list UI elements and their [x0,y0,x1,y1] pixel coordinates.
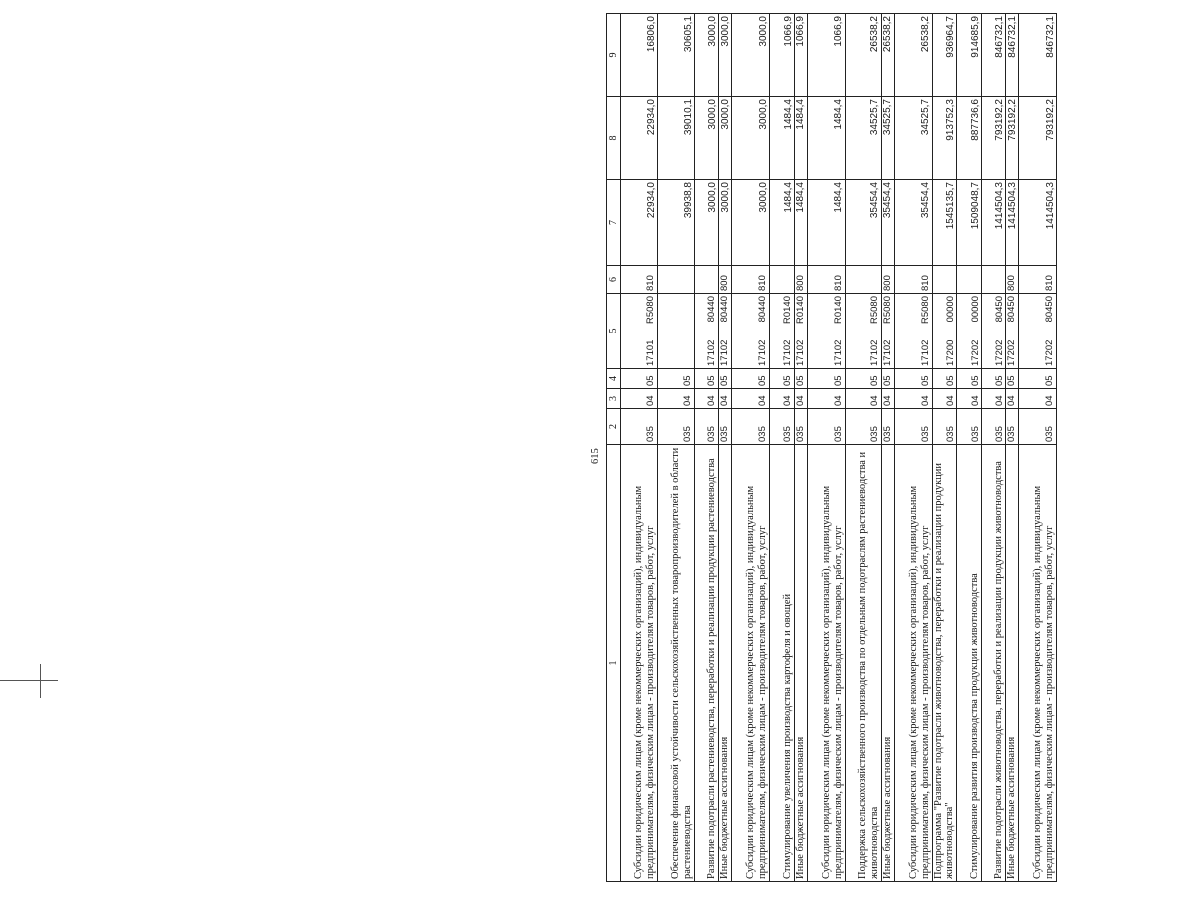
value-cell: 34525,7 [894,97,932,180]
header-cell: 7 [607,180,621,266]
value-cell: 800 [881,266,894,294]
code-cell [1006,294,1019,369]
value-cell [982,266,1006,294]
value-cell: 04 [845,389,881,409]
rotated-table-area [590,14,1181,882]
code-cell [982,294,1006,369]
target-code: 17102 [794,339,806,366]
direction-code: R0140 [832,296,844,324]
value-cell: 04 [894,389,932,409]
value-cell: 05 [957,369,982,389]
value-cell: 1509048,7 [957,180,982,266]
header-cell: 1 [607,445,621,882]
table-row [1006,14,1019,882]
value-cell: 35454,4 [894,180,932,266]
value-cell [658,266,695,294]
value-cell: 035 [769,409,794,445]
code-cell [894,294,932,369]
value-cell: 846732,1 [1019,14,1057,97]
target-code: 17202 [1006,339,1018,366]
header-cell: 5 [607,294,621,369]
header-cell: 4 [607,369,621,389]
value-cell [932,266,957,294]
value-cell: 1484,4 [794,180,807,266]
value-cell: 04 [932,389,957,409]
value-cell [769,266,794,294]
target-code: 17102 [782,339,794,366]
row-name-cell: Иные бюджетные ассигнования [881,445,894,882]
value-cell: 035 [894,409,932,445]
value-cell: 035 [845,409,881,445]
value-cell: 34525,7 [881,97,894,180]
value-cell: 3000,0 [719,180,732,266]
value-cell: 035 [1006,409,1019,445]
value-cell: 035 [731,409,769,445]
direction-code: 00000 [944,296,956,323]
direction-code: R5080 [645,296,657,324]
code-cell [719,294,732,369]
table-row [982,14,1006,882]
table-row [807,14,845,882]
direction-code: R5080 [868,296,880,324]
value-cell: 04 [881,389,894,409]
value-cell: 05 [982,369,1006,389]
value-cell: 793192,2 [1019,97,1057,180]
code-cell [845,294,881,369]
value-cell: 1066,9 [769,14,794,97]
value-cell: 1066,9 [807,14,845,97]
value-cell: 035 [695,409,719,445]
margin-mark [0,680,58,681]
value-cell: 04 [731,389,769,409]
value-cell: 04 [621,389,658,409]
value-cell [845,266,881,294]
value-cell: 810 [894,266,932,294]
value-cell: 05 [1019,369,1057,389]
header-cell: 2 [607,409,621,445]
value-cell: 3000,0 [731,97,769,180]
row-name-cell: Субсидии юридическим лицам (кроме некоммерческих организаций), индивидуальным предпринимателям, физическим лицам - производителям товаров, работ, услуг [807,445,845,882]
value-cell: 04 [1006,389,1019,409]
table-row [719,14,732,882]
code-cell [1019,294,1057,369]
value-cell: 800 [719,266,732,294]
value-cell: 810 [731,266,769,294]
direction-code: 80450 [993,296,1005,323]
row-name-cell: Подпрограмма "Развитие подотрасли животноводства, переработки и реализации продукции животноводства" [932,445,957,882]
code-cell [957,294,982,369]
row-name-cell: Субсидии юридическим лицам (кроме некоммерческих организаций), индивидуальным предпринимателям, физическим лицам - производителям товаров, работ, услуг [731,445,769,882]
value-cell: 39010,1 [658,97,695,180]
value-cell: 035 [807,409,845,445]
value-cell: 26538,2 [845,14,881,97]
value-cell: 1484,4 [794,97,807,180]
row-name-cell: Субсидии юридическим лицам (кроме некоммерческих организаций), индивидуальным предпринимателям, физическим лицам - производителям товаров, работ, услуг [1019,445,1057,882]
value-cell: 1545135,7 [932,180,957,266]
value-cell [957,266,982,294]
value-cell: 1484,4 [807,180,845,266]
value-cell: 887736,6 [957,97,982,180]
code-cell [932,294,957,369]
value-cell: 3000,0 [695,14,719,97]
row-name-cell: Стимулирование увеличения производства картофеля и овощей [769,445,794,882]
target-code: 17102 [757,339,769,366]
direction-code: R0140 [794,296,806,324]
value-cell: 04 [769,389,794,409]
value-cell: 1484,4 [769,97,794,180]
row-name-cell: Поддержка сельскохозяйственного производства по отдельным подотраслям растениеводства и животноводства [845,445,881,882]
code-cell [731,294,769,369]
direction-code: R5080 [919,296,931,324]
value-cell: 035 [1019,409,1057,445]
value-cell: 39938,8 [658,180,695,266]
target-code: 17102 [832,339,844,366]
code-cell [658,294,695,369]
value-cell: 05 [658,369,695,389]
direction-code: R0140 [782,296,794,324]
code-cell [807,294,845,369]
value-cell: 810 [621,266,658,294]
value-cell: 05 [894,369,932,389]
table-row [658,14,695,882]
value-cell: 035 [957,409,982,445]
value-cell: 3000,0 [731,14,769,97]
header-cell: 6 [607,266,621,294]
value-cell: 1414504,3 [982,180,1006,266]
table-row [695,14,719,882]
target-code: 17101 [645,339,657,366]
value-cell: 800 [1006,266,1019,294]
value-cell: 035 [932,409,957,445]
value-cell: 1484,4 [807,97,845,180]
value-cell: 1484,4 [769,180,794,266]
table-row [769,14,794,882]
value-cell: 1066,9 [794,14,807,97]
code-cell [769,294,794,369]
value-cell: 05 [845,369,881,389]
table-row [621,14,658,882]
target-code: 17202 [1044,339,1056,366]
row-name-cell: Обеспечение финансовой устойчивости сельскохозяйственных товаропроизводителей в области растениеводства [658,445,695,882]
header-cell: 9 [607,14,621,97]
margin-mark [40,664,41,698]
value-cell: 035 [982,409,1006,445]
value-cell: 04 [794,389,807,409]
value-cell: 1414504,3 [1019,180,1057,266]
value-cell: 3000,0 [695,97,719,180]
value-cell: 05 [621,369,658,389]
value-cell: 16806,0 [621,14,658,97]
row-name-cell: Развитие подотрасли животноводства, переработки и реализации продукции животноводства [982,445,1006,882]
direction-code: 00000 [969,296,981,323]
row-name-cell: Иные бюджетные ассигнования [719,445,732,882]
value-cell: 22934,0 [621,180,658,266]
value-cell: 35454,4 [881,180,894,266]
value-cell: 04 [957,389,982,409]
target-code: 17102 [719,339,731,366]
value-cell: 05 [695,369,719,389]
row-name-cell: Иные бюджетные ассигнования [1006,445,1019,882]
value-cell: 035 [881,409,894,445]
value-cell: 810 [807,266,845,294]
target-code: 17102 [881,339,893,366]
value-cell: 22934,0 [621,97,658,180]
direction-code: 80440 [719,296,731,323]
value-cell: 30605,1 [658,14,695,97]
value-cell [695,266,719,294]
value-cell: 05 [932,369,957,389]
row-name-cell: Стимулирование развития производства продукции животноводства [957,445,982,882]
value-cell: 035 [719,409,732,445]
header-row [607,14,621,882]
value-cell: 3000,0 [695,180,719,266]
table-row [1019,14,1057,882]
row-name-cell: Иные бюджетные ассигнования [794,445,807,882]
row-name-cell: Субсидии юридическим лицам (кроме некоммерческих организаций), индивидуальным предпринимателям, физическим лицам - производителям товаров, работ, услуг [894,445,932,882]
value-cell: 913752,3 [932,97,957,180]
value-cell: 035 [794,409,807,445]
value-cell: 05 [881,369,894,389]
value-cell: 1414504,3 [1006,180,1019,266]
direction-code: 80440 [706,296,718,323]
table-row [894,14,932,882]
value-cell: 05 [1006,369,1019,389]
target-code: 17102 [868,339,880,366]
table-row [957,14,982,882]
value-cell: 035 [658,409,695,445]
value-cell: 04 [719,389,732,409]
code-cell [695,294,719,369]
value-cell: 05 [719,369,732,389]
header-cell: 8 [607,97,621,180]
direction-code: 80450 [1044,296,1056,323]
target-code: 17200 [944,339,956,366]
value-cell: 04 [658,389,695,409]
target-code: 17202 [969,339,981,366]
value-cell: 04 [807,389,845,409]
value-cell: 793192,2 [982,97,1006,180]
code-cell [794,294,807,369]
value-cell: 793192,2 [1006,97,1019,180]
page-number: 615 [590,448,601,464]
row-name-cell: Развитие подотрасли растениеводства, переработки и реализации продукции растениеводства [695,445,719,882]
direction-code: 80450 [1006,296,1018,323]
table-body [607,14,1057,882]
value-cell: 936964,7 [932,14,957,97]
value-cell: 05 [794,369,807,389]
value-cell: 04 [1019,389,1057,409]
table-row [881,14,894,882]
budget-table [606,13,1057,882]
value-cell: 810 [1019,266,1057,294]
target-code: 17102 [919,339,931,366]
value-cell: 05 [807,369,845,389]
row-name-cell: Субсидии юридическим лицам (кроме некоммерческих организаций), индивидуальным предпринимателям, физическим лицам - производителям товаров, работ, услуг [621,445,658,882]
code-cell [621,294,658,369]
value-cell: 35454,4 [845,180,881,266]
value-cell: 04 [695,389,719,409]
value-cell: 846732,1 [1006,14,1019,97]
value-cell: 34525,7 [845,97,881,180]
value-cell: 846732,1 [982,14,1006,97]
table-row [794,14,807,882]
direction-code: R5080 [881,296,893,324]
value-cell: 3000,0 [719,97,732,180]
direction-code: 80440 [757,296,769,323]
value-cell: 04 [982,389,1006,409]
value-cell: 26538,2 [894,14,932,97]
table-row [845,14,881,882]
value-cell: 3000,0 [731,180,769,266]
table-row [932,14,957,882]
target-code: 17102 [706,339,718,366]
value-cell: 3000,0 [719,14,732,97]
value-cell: 914685,9 [957,14,982,97]
value-cell: 035 [621,409,658,445]
value-cell: 05 [769,369,794,389]
table-row [731,14,769,882]
code-cell [881,294,894,369]
value-cell: 05 [731,369,769,389]
target-code: 17202 [993,339,1005,366]
header-cell: 3 [607,389,621,409]
value-cell: 26538,2 [881,14,894,97]
value-cell: 800 [794,266,807,294]
